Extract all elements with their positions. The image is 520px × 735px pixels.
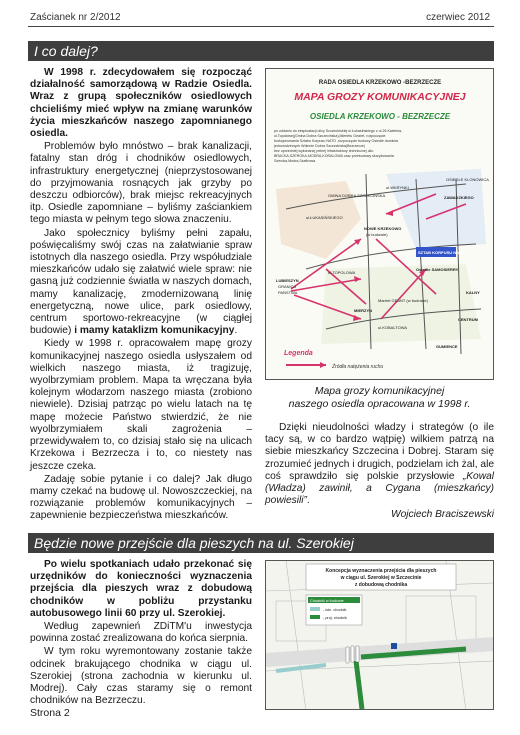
map1-label-granica: GRANICA [278, 284, 297, 289]
map1-label-kobaltowa: ul.KOBALTOWA [378, 325, 408, 330]
article1-right-column [265, 422, 494, 522]
map1-note-3: funkcjonowania Sztabu Korpusu NATO ,rozpoczęcie budowy Osiedle domków [274, 139, 399, 143]
map1-note-5: bez uprzedniej wykonanej pełnej infrastruktury technicznej ulic: [274, 149, 375, 153]
traffic-map-image [265, 68, 494, 380]
map1-label-osiedle: Osiedle SAMOSIERRY [416, 267, 459, 272]
article1-paragraph-2: Jako społecznicy byliśmy pełni zapału, poświęcaliśmy swój czas na załatwianie spraw istotnych dla naszego osiedla. Przy współudziale mieszkańców udało się załatwić wiele spraw: nie gasną już codziennie światła w naszych domach, mamy kanalizację, zmodernizowaną linię energetyczną, nowe ulice, park osiedlowy, centrum sportowo-rekreacyjne (w ciągłej budowie) i mamy kataklizm komunikacyjny. [30, 227, 252, 337]
map1-top-label: RADA OSIEDLA KRZEKOWO -BEZRZECZE [318, 80, 442, 86]
issue-label: Zaścianek nr 2/2012 [30, 12, 121, 23]
map1-label-wbud: (w budowie) [366, 232, 388, 237]
article2-lead: Po wielu spotkaniach udało przekonać się urzędników do konieczności wyznaczenia przejścia dla pieszych wraz z dobudową chodników w pobliżu przystanku autobusowego linii 60 przy ul. Szerokiej. [30, 559, 252, 619]
article2-column [30, 559, 252, 708]
page-number: Strona 2 [30, 707, 70, 719]
article2-title: Będzie nowe przejście dla pieszych na ul. Szerokiej [28, 533, 494, 553]
map1-note-2: ul.Topolowej(Gmina Dobra Szczecińska),Mierietu Gearet, rozpoczęcie [274, 134, 386, 138]
map2-legend-2: - proj. chodnik [323, 616, 347, 620]
map1-label-kalny: KALNY [466, 290, 480, 295]
crossing-plan-drawing [266, 561, 494, 710]
map1-label-lukasinskiego: ul.ŁUKASIŃSKIEGO [306, 215, 343, 220]
issue-date: czerwiec 2012 [426, 12, 490, 23]
map1-subtitle: OSIEDLA KRZEKOWO - BEZRZECZE [309, 112, 451, 121]
header-rule [28, 26, 494, 27]
map2-legend-header: Chodniki w budowie [310, 599, 344, 603]
article1-highlight: i mamy kataklizm komunikacyjny [74, 325, 235, 337]
map1-label-zawadzkiego: ZAWADZKIEGO [444, 195, 474, 200]
map1-label-gmina: GMINA DOBRA SZCZECIŃSKA [328, 193, 386, 198]
crossing-plan-image [265, 560, 494, 710]
map1-note-6: BRACKA,SZEROKA,MODRA,KORALOWA oraz przebudowy skrzyżowania [274, 154, 394, 158]
article1-left-column [30, 67, 252, 524]
map2-title-3: z dobudową chodnika [354, 582, 408, 588]
map1-label-osiedle2: OSIEDLE KLONOWICA [446, 177, 489, 182]
article2-paragraph-1: Według zapewnień ZDiTM'u inwestycja powinna zostać zrealizowana do końca sierpnia. [30, 621, 252, 645]
map1-label-marriet: Marriet GEANT (w budowie) [378, 298, 428, 303]
map1-note-7: Szeroka,Modra,Szafirowa [274, 159, 316, 163]
map1-legend-text: Źródła natężenia ruchu [332, 364, 384, 370]
map1-label-lubieszyn: LUBIESZYN [276, 278, 299, 283]
author-signature: Wojciech Braciszewski [390, 509, 494, 521]
map1-label-nowe: NOWE KRZEKOWO [364, 226, 402, 231]
article2-paragraph-2: W tym roku wyremontowany zostanie także odcinek brakującego chodnika w ciągu ul. Szerokiej (strona zachodnia w kierunku ul. Modrej). Cały czas staramy się o remont chodników na Bezrzeczu. [30, 646, 252, 707]
map1-label-sztab: SZTAB KORPUSU NATO [418, 250, 465, 255]
map2-title-2: w ciągu ul. Szerokiej w Szczecinie [340, 575, 422, 581]
map1-label-mierzyn: MIERZYN [354, 308, 372, 313]
map1-label-topolowa: ul.TOPOLOWA [328, 270, 356, 275]
map1-legend: Legenda [284, 350, 313, 357]
article1-paragraph-5: Dzięki nieudolności władzy i strategów (o ile tacy są, w co bardzo wątpię) wilkiem patrzą na siebie mieszkańcy Szczecina i Dobrej. Staram się zrozumieć jednych i drugich, podzielam ich żal, ale coś sprawdziło się polskie przysłowie „Kowal (Władza) zawinił, a Cygana (mieszkańcy) powiesili”. [265, 422, 494, 507]
map1-label-gumience: GUMIENCE [436, 344, 458, 349]
article1-paragraph-1: Problemów było mnóstwo – brak kanalizacji, fatalny stan dróg i chodników osiedlowych, infrastruktury energetycznej (nieprzystosowanej do przyjmowania rosnących jak grzyby po deszczu odbiorców), brak miejsc rekreacyjnych itp. Osiedle zapomniane – byliśmy zaściankiem tego miasta w pełnym tego słowa znaczeniu. [30, 141, 252, 226]
map1-label-wkrynki: ul.WKRYNKI [386, 185, 409, 190]
map2-title-1: Koncepcja wyznaczenia przejścia dla pieszych [325, 568, 437, 574]
map1-label-panstwa: PAŃSTWA [278, 290, 298, 295]
article1-paragraph-3: Kiedy w 1998 r. opracowałem mapę grozy komunikacyjnej naszego osiedla usłyszałem od wielkich naszego miasta, iż tragizuję, wyolbrzymiam problem. Mapa ta wręczana była kolejnym włodarzom naszego miasta (zrobiono niewiele). Dzisiaj patrząc po wielu latach na tę mapę możecie Państwo stwierdzić, że nie wyolbrzymiałem skali zagrożenia – przewidywałem to, co dzisiaj stało się na ulicach Krzekowa i Bezrzecza i to, co niestety nas jeszcze czeka. [30, 338, 252, 472]
map1-label-centrum: CENTRUM [458, 317, 478, 322]
article1-paragraph-4: Zadaję sobie pytanie i co dalej? Jak długo mamy czekać na budowę ul. Nowoszczeckiej, na rozwiązanie problemów komunikacyjnych – zapewnienie bezpieczeństwa mieszkańców. [30, 473, 252, 522]
traffic-map-drawing [266, 69, 494, 380]
article1-title: I co dalej? [28, 41, 494, 61]
map1-note-1: po oddaniu do eksploatacji ulicy Szczecińskiej ul.Łukasińskiego z ul.26 Kwietnia, [274, 129, 403, 133]
map1-title: MAPA GROZY KOMUNIKACYJNEJ [294, 91, 466, 103]
map1-note-4: jednorodzinnych Wółnnie Dobra Szczecińska(Bezrzecze) [274, 144, 366, 148]
map-caption: Mapa grozy komunikacyjnej naszego osiedla opracowana w 1998 r. [288, 385, 471, 410]
article1-lead: W 1998 r. zdecydowałem się rozpocząć działalność samorządową w Radzie Osiedla. Wraz z grupą społeczników osiedlowych chcieliśmy mieć wpływ na zmianę warunków życia mieszkańców naszego zapomnianego osiedla. [30, 67, 252, 140]
map2-legend-1: - istn. chodnik [323, 608, 347, 612]
